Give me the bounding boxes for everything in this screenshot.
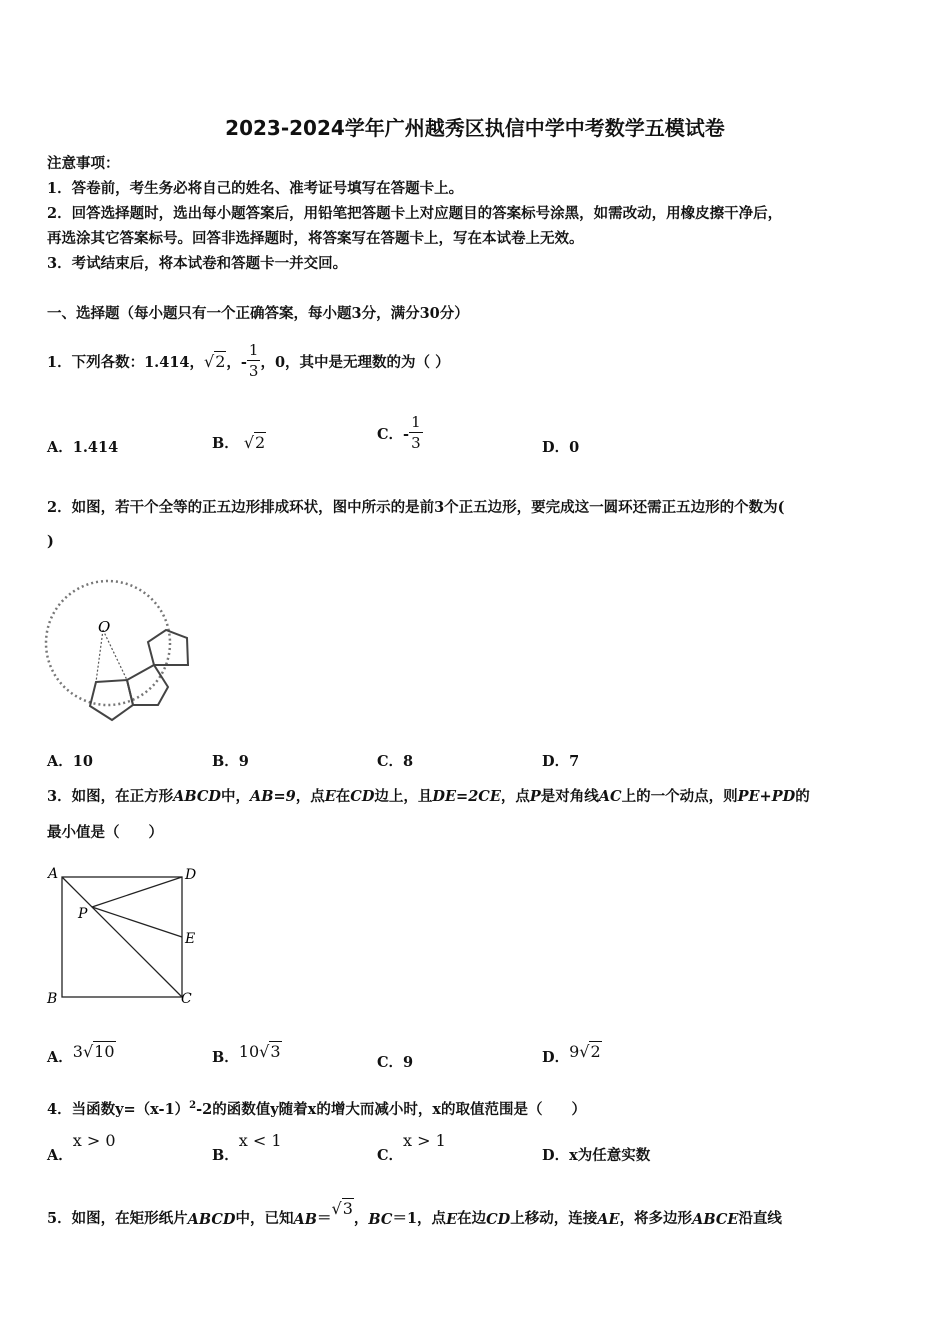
notice-item-2: 2．回答选择题时，选出每小题答案后，用铅笔把答题卡上对应题目的答案标号涂黑，如需改动，用橡皮擦干净后， (47, 205, 783, 222)
q4-option-a-math: x > 0 (72, 1131, 116, 1150)
q3-e: E (324, 788, 336, 805)
q3-p: P (529, 788, 541, 805)
q3-option-d[interactable] (542, 1040, 602, 1067)
q3-option-a-value: 3√10 (72, 1042, 115, 1061)
q1-option-b-label: B． (212, 435, 239, 452)
question-1 (47, 333, 450, 389)
q1-option-b-radicand: 2 (255, 433, 266, 452)
q3-option-d-radicand: 2 (590, 1042, 601, 1061)
q4-text-2: -2的函数值y随着x的增大而减小时，x的取值范围是（ ） (196, 1101, 586, 1118)
q3-text-6: ，点 (500, 788, 530, 805)
q1-option-c-fraction (409, 415, 423, 451)
vertex-label-d: D (185, 867, 197, 883)
q5-text-3: ＝ (317, 1210, 332, 1227)
q4-option-a[interactable] (47, 1130, 116, 1164)
q4-option-d[interactable]: D．x为任意实数 (542, 1147, 651, 1164)
vertex-label-c: C (181, 991, 192, 1007)
q4-option-b-math: x < 1 (238, 1131, 282, 1150)
notice-heading: 注意事项： (47, 155, 120, 172)
q3-option-b-coef: 10 (238, 1042, 260, 1061)
q1-option-c-label: C．- (377, 425, 410, 443)
q5-text-1: 5．如图，在矩形纸片 (47, 1210, 188, 1227)
q3-text-5: 边上，且 (374, 788, 433, 805)
q3-ab9: AB=9 (249, 788, 296, 805)
figure-label-o: O (98, 618, 111, 636)
q3-text-7: 是对角线 (540, 788, 599, 805)
point-label-e: E (185, 931, 196, 947)
radius-line-right (103, 630, 127, 680)
q5-text-2: 中，已知 (235, 1210, 294, 1227)
section-heading: 一、选择题（每小题只有一个正确答案，每小题3分，满分30分） (47, 305, 469, 322)
q4-option-a-label: A． (47, 1147, 73, 1164)
q1-sqrt: √2 (204, 351, 226, 371)
q1-option-c[interactable] (377, 410, 423, 456)
q1-option-c-num: 1 (411, 413, 421, 431)
question-4 (47, 1098, 586, 1119)
question-5 (47, 1192, 782, 1228)
q1-prefix: 1．下列各数：1.414， (47, 353, 204, 371)
square-figure (44, 862, 204, 1012)
q5-sqrt: √3 (331, 1199, 353, 1218)
q5-sqrt-radicand: 3 (342, 1199, 353, 1218)
q3-option-d-label: D． (542, 1049, 570, 1066)
page-title: 2023-2024学年广州越秀区执信中学中考数学五模试卷 (225, 116, 725, 140)
q3-option-b-label: B． (212, 1049, 239, 1066)
q5-text-4: ， (353, 1210, 369, 1227)
notice-item-2-cont: 再选涂其它答案标号。回答非选择题时，将答案写在答题卡上，写在本试卷上无效。 (47, 230, 584, 247)
notice-item-1: 1．答卷前，考生务必将自己的姓名、准考证号填写在答题卡上。 (47, 180, 464, 197)
pentagon-1 (90, 680, 133, 720)
q5-abce: ABCE (692, 1211, 739, 1228)
q4-exponent: 2 (189, 1100, 197, 1112)
q1-option-b-sqrt: √2 (243, 433, 266, 452)
q3-text-8: 上的一个动点，则 (621, 788, 738, 805)
q3-text-2: 中， (220, 788, 250, 805)
question-3-line2: 最小值是（ ） (47, 824, 163, 841)
q4-option-c-label: C． (377, 1147, 404, 1164)
q3-de2ce: DE=2CE (432, 788, 501, 805)
q5-text-6: 在边 (457, 1210, 487, 1227)
q3-option-d-value: 9√2 (569, 1042, 601, 1061)
q1-option-a[interactable]: A．1.414 (47, 439, 119, 456)
q3-cd: CD (350, 788, 375, 805)
q3-text-9: 的 (795, 788, 810, 805)
q2-option-d[interactable]: D．7 (542, 753, 580, 770)
q3-option-a-radicand: 10 (94, 1042, 115, 1061)
q5-text-7: 上移动，连接 (510, 1210, 598, 1227)
q3-ac: AC (598, 788, 622, 805)
q3-abcd: ABCD (173, 788, 221, 805)
q3-option-b-value: 10√3 (238, 1042, 281, 1061)
segment-pe (92, 907, 182, 937)
q1-frac-den: 3 (248, 362, 259, 380)
q3-option-a-coef: 3 (72, 1042, 83, 1061)
pentagon-ring-figure (40, 568, 220, 733)
q3-pepd: PE+PD (737, 788, 796, 805)
radius-line-left (96, 630, 103, 682)
diagonal-ac (62, 877, 182, 997)
q3-option-a[interactable] (47, 1040, 116, 1067)
q5-ae: AE (597, 1211, 620, 1228)
q2-option-b[interactable]: B．9 (212, 753, 249, 770)
q1-fraction (247, 343, 261, 379)
vertex-label-b: B (47, 991, 58, 1007)
q1-option-c-den: 3 (411, 434, 421, 452)
q4-option-b[interactable] (212, 1130, 282, 1164)
question-2-line1: 2．如图，若干个全等的正五边形排成环状，图中所示的是前3个正五边形，要完成这一圆环还需正五边形的个数为( (47, 499, 785, 516)
segment-pd (92, 877, 182, 907)
vertex-label-a: A (48, 866, 59, 882)
q5-text-5: ＝1，点 (392, 1210, 447, 1227)
q4-option-c-math: x > 1 (403, 1131, 446, 1150)
q1-option-b[interactable] (212, 432, 266, 453)
q3-text-3: ，点 (295, 788, 325, 805)
q5-bc: BC (368, 1211, 393, 1228)
dotted-circle (46, 581, 170, 705)
q3-option-d-coef: 9 (569, 1042, 580, 1061)
q3-option-b[interactable] (212, 1040, 282, 1067)
q3-text-4: 在 (335, 788, 351, 805)
q1-frac-num: 1 (248, 341, 259, 359)
q2-option-c[interactable]: C．8 (377, 753, 414, 770)
q5-ab: AB (293, 1211, 317, 1228)
q3-option-a-label: A． (47, 1049, 73, 1066)
q1-sqrt-radicand: 2 (215, 351, 226, 371)
q3-option-c[interactable]: C．9 (377, 1054, 414, 1071)
q5-abcd: ABCD (187, 1211, 236, 1228)
q1-sep: ，- (226, 353, 247, 371)
q3-option-b-radicand: 3 (270, 1042, 281, 1061)
question-3-line1 (47, 785, 810, 806)
q5-text-9: 沿直线 (738, 1210, 782, 1227)
q1-suffix: ，0，其中是无理数的为（ ） (260, 353, 450, 371)
notice-item-3: 3．考试结束后，将本试卷和答题卡一并交回。 (47, 255, 348, 272)
q3-text-1: 3．如图，在正方形 (47, 788, 174, 805)
point-label-p: P (78, 906, 88, 922)
q2-option-a[interactable]: A．10 (47, 753, 93, 770)
q4-option-b-label: B． (212, 1147, 239, 1164)
q4-option-c[interactable] (377, 1130, 446, 1164)
question-2-line2: ) (47, 533, 54, 550)
q4-text-1: 4．当函数y=（x-1） (47, 1101, 190, 1118)
q1-option-d[interactable]: D．0 (542, 439, 580, 456)
q5-e: E (446, 1211, 458, 1228)
q5-cd: CD (486, 1211, 511, 1228)
q5-text-8: ，将多边形 (619, 1210, 693, 1227)
